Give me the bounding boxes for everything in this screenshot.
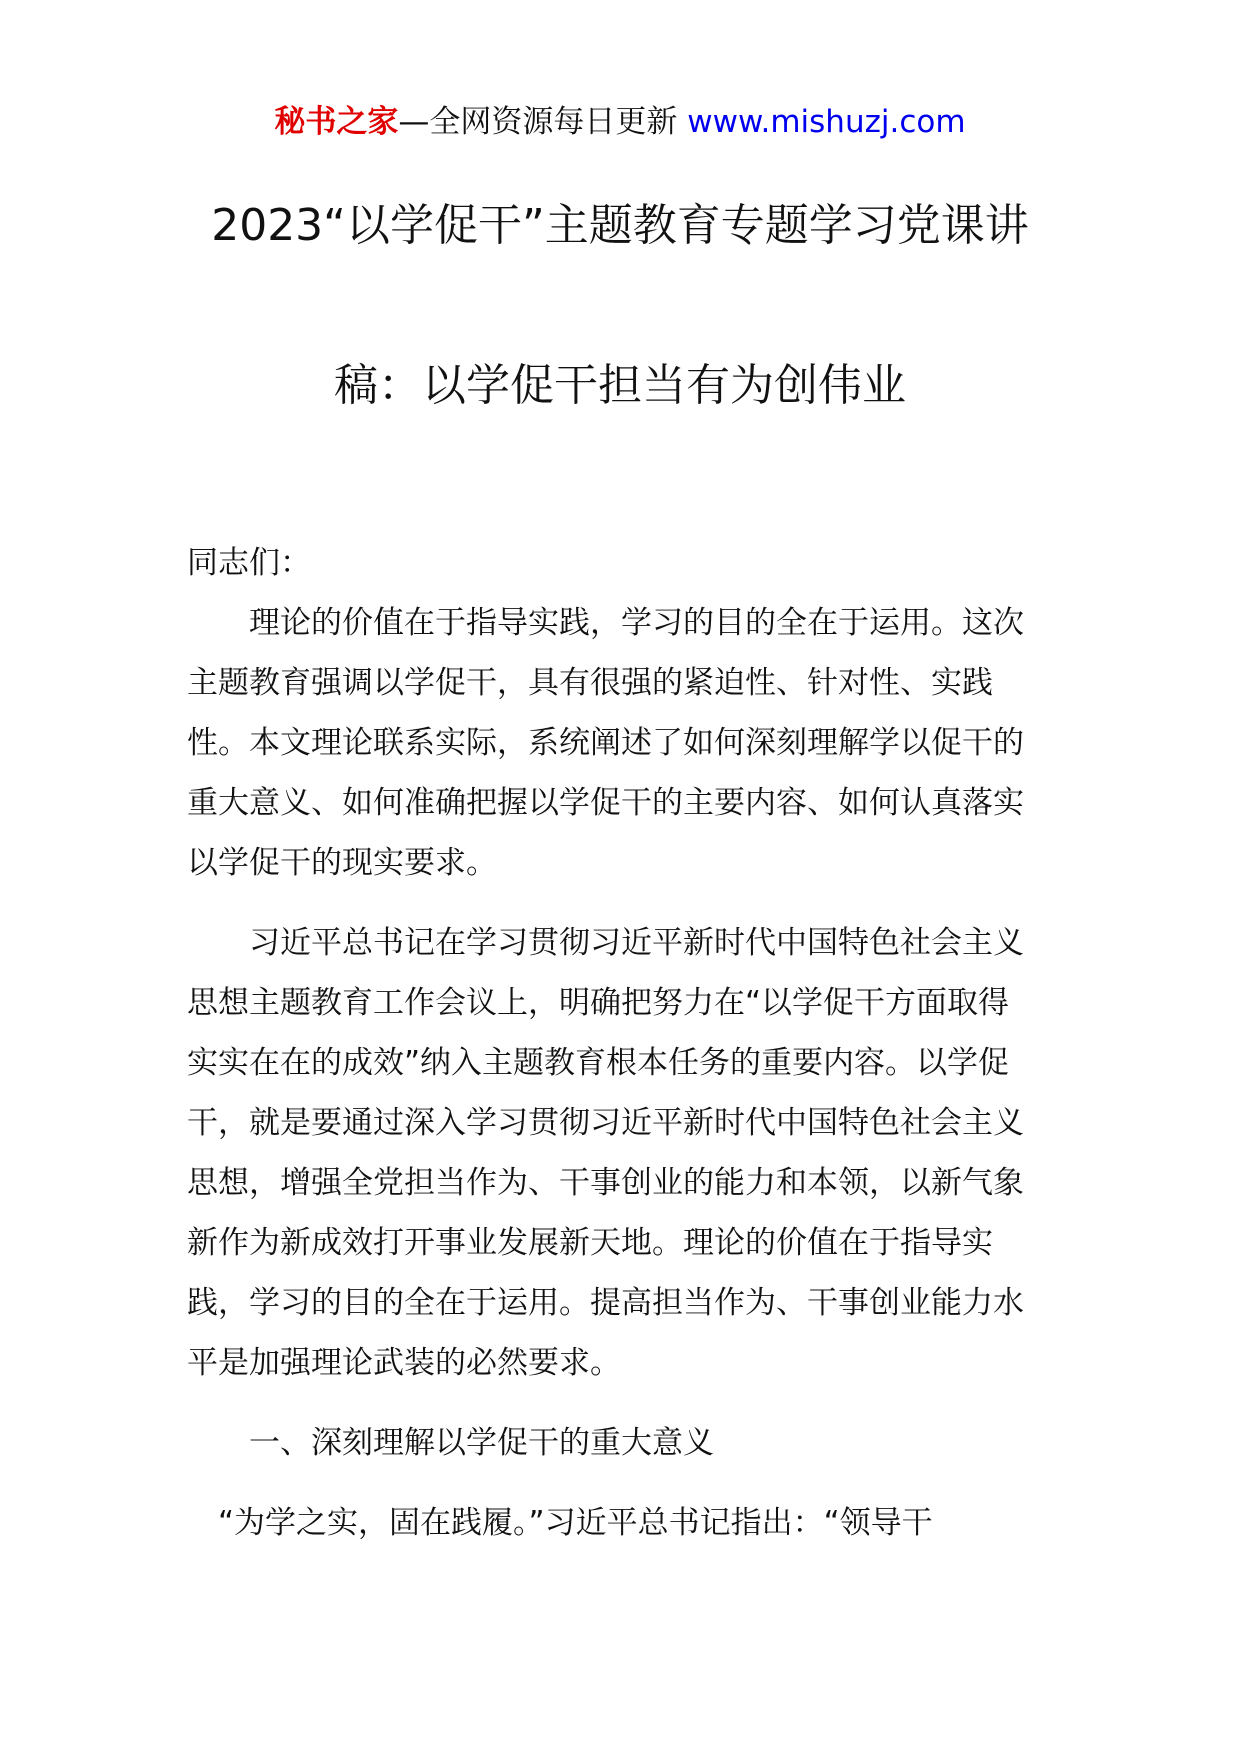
body-line: 以学促干的现实要求。 bbox=[187, 845, 497, 881]
body-line: 思想，增强全党担当作为、干事创业的能力和本领，以新气象 bbox=[187, 1165, 1024, 1201]
document-title-line-2: 稿：以学促干担当有为创伟业 bbox=[334, 360, 906, 411]
site-slogan: —全网资源每日更新 bbox=[398, 104, 678, 140]
body-line: 干，就是要通过深入学习贯彻习近平新时代中国特色社会主义 bbox=[187, 1105, 1024, 1141]
site-header bbox=[0, 100, 1240, 144]
body-line: 主题教育强调以学促干，具有很强的紧迫性、针对性、实践 bbox=[187, 665, 993, 701]
body-line: 重大意义、如何准确把握以学促干的主要内容、如何认真落实 bbox=[187, 785, 1024, 821]
body-line: 理论的价值在于指导实践，学习的目的全在于运用。这次 bbox=[187, 605, 1024, 641]
section-heading: 一、深刻理解以学促干的重大意义 bbox=[187, 1425, 714, 1461]
salutation: 同志们： bbox=[187, 545, 311, 581]
body-line: 实实在在的成效”纳入主题教育根本任务的重要内容。以学促 bbox=[187, 1045, 1010, 1081]
site-url-link[interactable]: www.mishuzj.com bbox=[677, 104, 966, 140]
brand-name: 秘书之家 bbox=[274, 104, 399, 140]
body-line: 性。本文理论联系实际，系统阐述了如何深刻理解学以促干的 bbox=[187, 725, 1024, 761]
body-line: 新作为新成效打开事业发展新天地。理论的价值在于指导实 bbox=[187, 1225, 993, 1261]
body-line: 平是加强理论武装的必然要求。 bbox=[187, 1345, 621, 1381]
body-line: “为学之实，固在践履。”习近平总书记指出：“领导干 bbox=[187, 1505, 933, 1541]
body-line: 习近平总书记在学习贯彻习近平新时代中国特色社会主义 bbox=[187, 925, 1024, 961]
document-title-line-1: 2023“以学促干”主题教育专题学习党课讲 bbox=[211, 200, 1029, 251]
body-line: 践，学习的目的全在于运用。提高担当作为、干事创业能力水 bbox=[187, 1285, 1024, 1321]
body-line: 思想主题教育工作会议上，明确把努力在“以学促干方面取得 bbox=[187, 985, 1010, 1021]
